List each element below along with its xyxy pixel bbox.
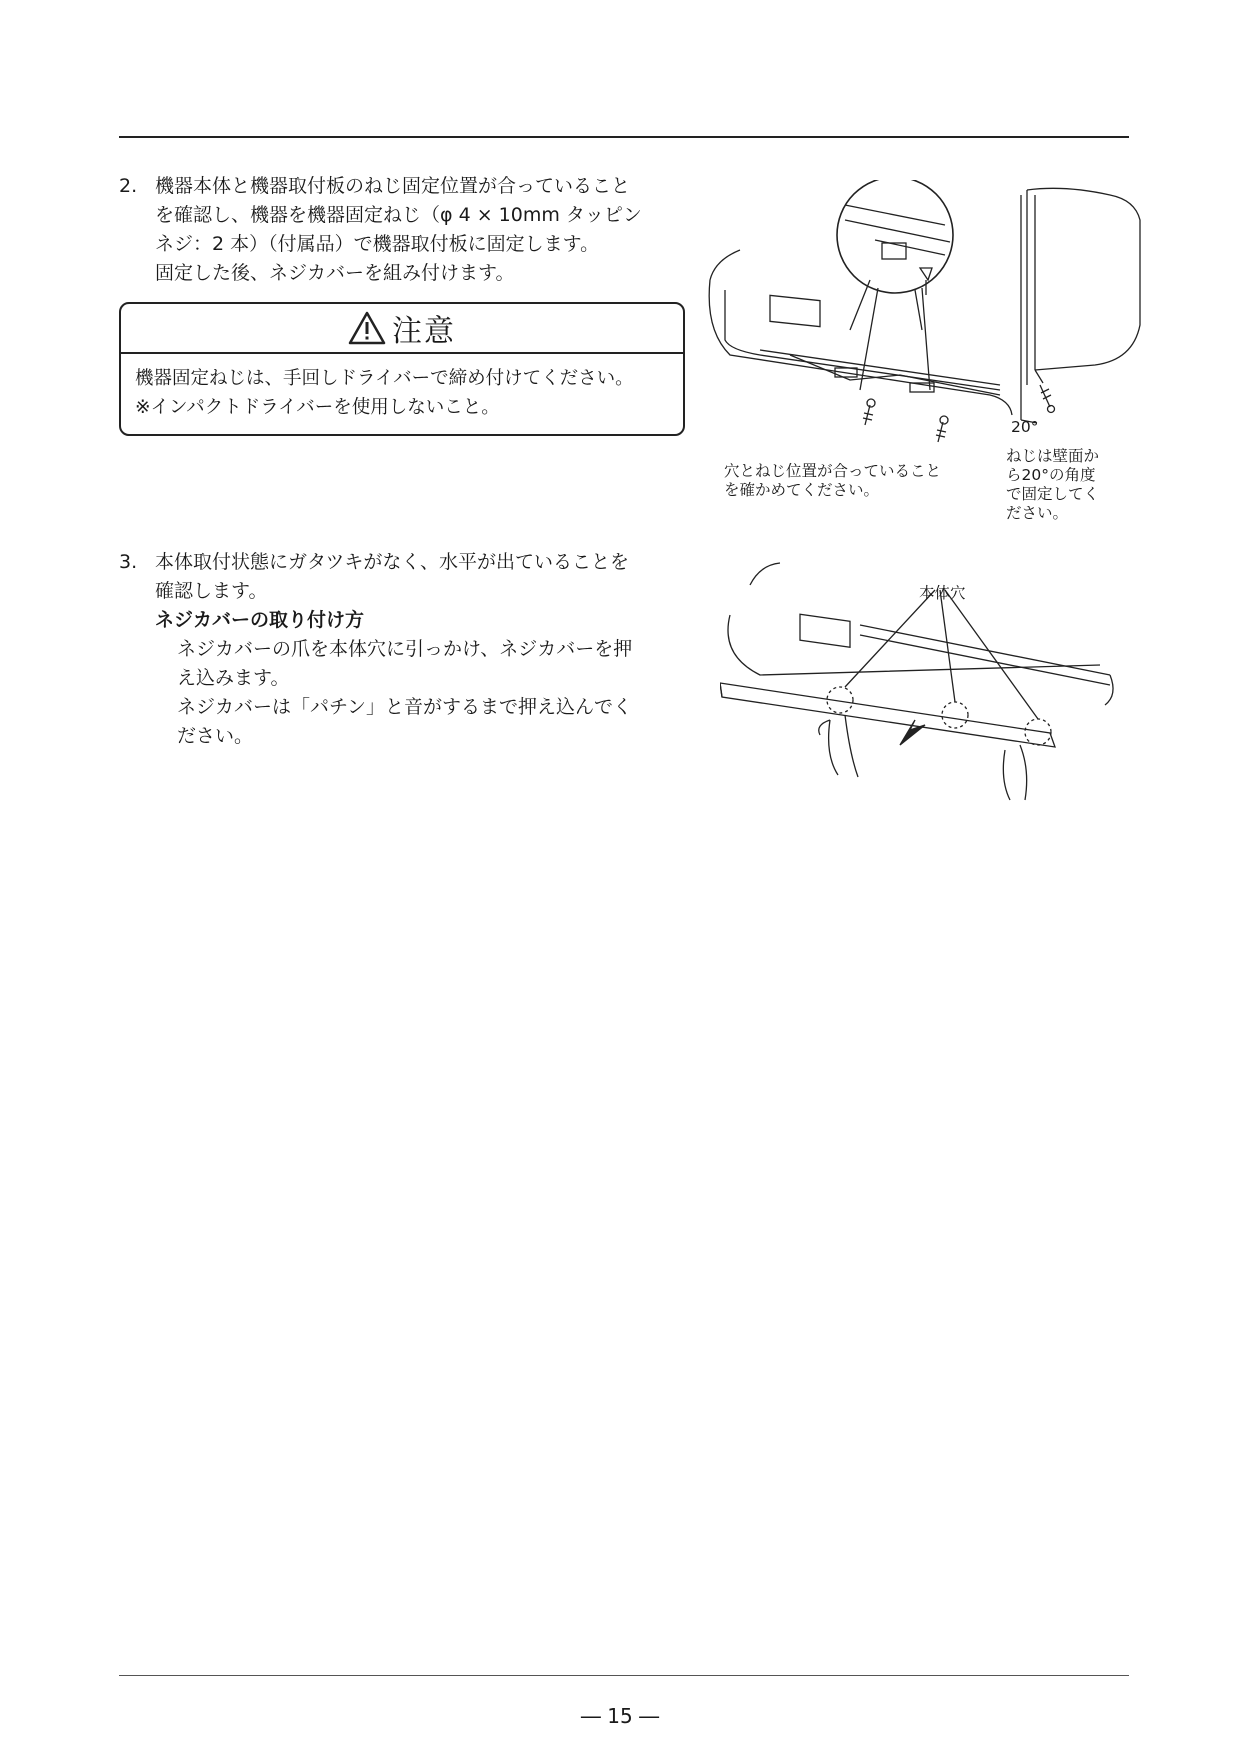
screw-icon (863, 399, 875, 425)
step-number: 2. (119, 175, 138, 197)
subheading: ネジカバーの取り付け方 (155, 609, 365, 631)
hand-icon (1003, 745, 1026, 800)
hand-icon (819, 715, 858, 777)
screw-icon (1040, 385, 1055, 413)
caution-line: 機器固定ねじは、手回しドライバーで締め付けてください。 (135, 368, 634, 389)
body-hole-label: 本体穴 (919, 584, 966, 602)
step-body (155, 548, 689, 751)
figure-caption (1006, 447, 1099, 523)
footer-rule (119, 1675, 1129, 1676)
caption-line: で固定してく (1006, 485, 1100, 503)
step-text-line: ネジ：2 本）（付属品）で機器取付板に固定します。 (155, 233, 600, 255)
figure-caption (724, 462, 941, 500)
screw-icon (936, 416, 948, 442)
header-rule (119, 136, 1129, 138)
step-text-line: ださい。 (177, 725, 254, 747)
caution-box (119, 302, 685, 436)
step-text-line: 機器本体と機器取付板のねじ固定位置が合っていること (155, 175, 631, 197)
step-3 (119, 548, 689, 751)
page-number: ― 15 ― (580, 1704, 660, 1728)
step-text-line: を確認し、機器を機器固定ねじ（φ 4 × 10mm タッピン (155, 204, 642, 226)
side-view-illustration (1015, 185, 1165, 430)
angle-label: 20° (1011, 418, 1039, 436)
step-text-line: ネジカバーは「パチン」と音がするまで押え込んでく (177, 696, 633, 718)
step-text-line: え込みます。 (177, 667, 290, 689)
step-text-line: ネジカバーの爪を本体穴に引っかけ、ネジカバーを押 (177, 638, 633, 660)
step-text-line: 固定した後、ネジカバーを組み付けます。 (155, 262, 515, 284)
caution-body (121, 354, 683, 432)
caution-title: 注意 (392, 314, 456, 349)
caption-line: を確かめてください。 (724, 481, 880, 499)
caution-line: ※インパクトドライバーを使用しないこと。 (135, 397, 500, 418)
screw-position-illustration (700, 180, 1020, 450)
caution-header (121, 304, 683, 354)
caption-line: ださい。 (1006, 504, 1069, 522)
step-2 (119, 172, 689, 288)
warning-triangle-icon (348, 311, 386, 345)
step-text-line: 本体取付状態にガタツキがなく、水平が出ていることを (155, 551, 630, 573)
step-number: 3. (119, 551, 138, 573)
caption-line: ねじは壁面か (1006, 447, 1100, 465)
caption-line: ら20°の角度 (1006, 466, 1096, 484)
caption-line: 穴とねじ位置が合っていること (724, 462, 942, 480)
step-body (155, 172, 689, 288)
step-text-line: 確認します。 (155, 580, 268, 602)
